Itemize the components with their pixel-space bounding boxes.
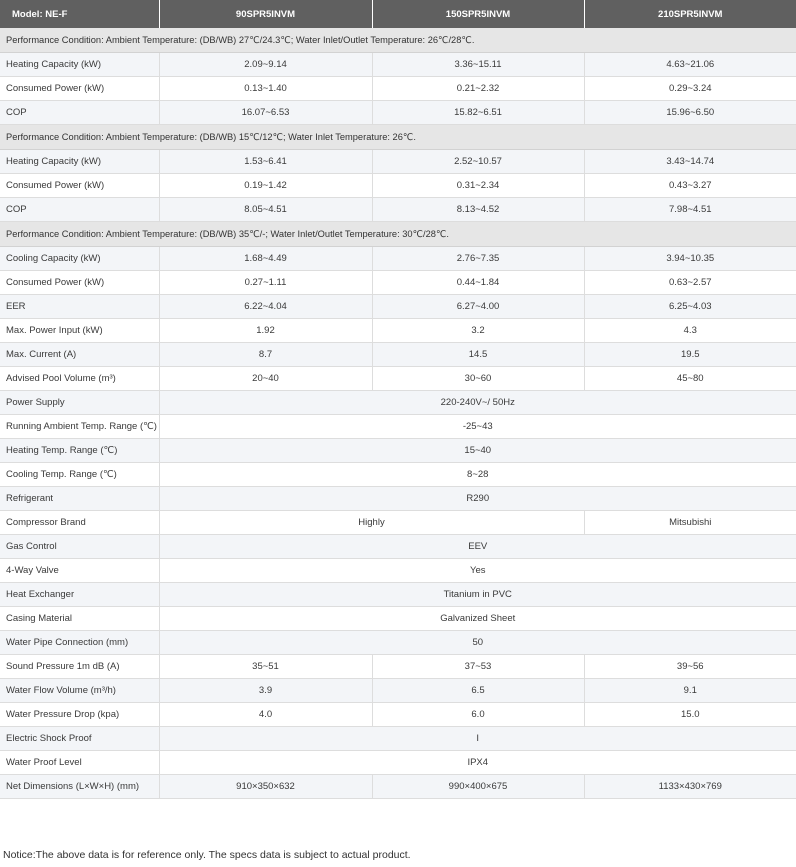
value-cell: 1133×430×769 <box>584 775 796 799</box>
model-col-2: 150SPR5INVM <box>372 0 584 28</box>
row-label: COP <box>0 101 159 125</box>
value-cell: 3.2 <box>372 319 584 343</box>
value-cell: 8~28 <box>159 463 796 487</box>
value-cell: 15.0 <box>584 703 796 727</box>
value-cell: 4.3 <box>584 319 796 343</box>
value-cell: Highly <box>159 511 584 535</box>
value-cell: 0.31~2.34 <box>372 174 584 198</box>
row-label: Max. Power Input (kW) <box>0 319 159 343</box>
value-cell: 50 <box>159 631 796 655</box>
value-cell: 8.05~4.51 <box>159 198 372 222</box>
value-cell: EEV <box>159 535 796 559</box>
value-cell: 0.21~2.32 <box>372 77 584 101</box>
value-cell: Mitsubishi <box>584 511 796 535</box>
value-cell: 0.43~3.27 <box>584 174 796 198</box>
table-row <box>0 703 796 727</box>
condition-text: Performance Condition: Ambient Temperature: (DB/WB) 27℃/24.3℃; Water Inlet/Outlet Temperature: 26℃/28℃. <box>0 28 796 53</box>
value-cell: 15.96~6.50 <box>584 101 796 125</box>
row-label: Cooling Temp. Range (℃) <box>0 463 159 487</box>
table-body <box>0 28 796 799</box>
table-row <box>0 751 796 775</box>
value-cell: 3.36~15.11 <box>372 53 584 77</box>
value-cell: 2.09~9.14 <box>159 53 372 77</box>
row-label: Consumed Power (kW) <box>0 174 159 198</box>
value-cell: 6.27~4.00 <box>372 295 584 319</box>
row-label: Electric Shock Proof <box>0 727 159 751</box>
value-cell: 0.63~2.57 <box>584 271 796 295</box>
value-cell: Yes <box>159 559 796 583</box>
value-cell: 3.9 <box>159 679 372 703</box>
row-label: Heating Temp. Range (℃) <box>0 439 159 463</box>
row-label: Heating Capacity (kW) <box>0 150 159 174</box>
row-label: Consumed Power (kW) <box>0 271 159 295</box>
condition-text: Performance Condition: Ambient Temperature: (DB/WB) 15℃/12℃; Water Inlet Temperature: 26℃. <box>0 125 796 150</box>
table-row <box>0 655 796 679</box>
row-label: Max. Current (A) <box>0 343 159 367</box>
value-cell: 20~40 <box>159 367 372 391</box>
value-cell: 3.94~10.35 <box>584 247 796 271</box>
value-cell: 2.52~10.57 <box>372 150 584 174</box>
value-cell: Galvanized Sheet <box>159 607 796 631</box>
value-cell: 37~53 <box>372 655 584 679</box>
row-label: Cooling Capacity (kW) <box>0 247 159 271</box>
value-cell: 220-240V~/ 50Hz <box>159 391 796 415</box>
value-cell: 39~56 <box>584 655 796 679</box>
table-row <box>0 463 796 487</box>
table-row <box>0 174 796 198</box>
table-row <box>0 511 796 535</box>
value-cell: 1.53~6.41 <box>159 150 372 174</box>
value-cell: 19.5 <box>584 343 796 367</box>
row-label: Heat Exchanger <box>0 583 159 607</box>
value-cell: 4.0 <box>159 703 372 727</box>
table-row <box>0 775 796 799</box>
row-label: Casing Material <box>0 607 159 631</box>
row-label: Water Pressure Drop (kpa) <box>0 703 159 727</box>
row-label: Sound Pressure 1m dB (A) <box>0 655 159 679</box>
value-cell: 15~40 <box>159 439 796 463</box>
table-row <box>0 150 796 174</box>
value-cell: 990×400×675 <box>372 775 584 799</box>
table-row <box>0 583 796 607</box>
value-cell: 0.27~1.11 <box>159 271 372 295</box>
table-row <box>0 727 796 751</box>
value-cell: 6.5 <box>372 679 584 703</box>
row-label: Power Supply <box>0 391 159 415</box>
table-row <box>0 607 796 631</box>
value-cell: 1.68~4.49 <box>159 247 372 271</box>
row-label: Running Ambient Temp. Range (℃) <box>0 415 159 439</box>
row-label: Refrigerant <box>0 487 159 511</box>
model-col-1: 90SPR5INVM <box>159 0 372 28</box>
condition-row <box>0 222 796 247</box>
table-header <box>0 0 796 28</box>
value-cell: 1.92 <box>159 319 372 343</box>
value-cell: IPX4 <box>159 751 796 775</box>
row-label: Heating Capacity (kW) <box>0 53 159 77</box>
table-row <box>0 679 796 703</box>
model-col-3: 210SPR5INVM <box>584 0 796 28</box>
condition-row <box>0 28 796 53</box>
value-cell: 2.76~7.35 <box>372 247 584 271</box>
row-label: Net Dimensions (L×W×H) (mm) <box>0 775 159 799</box>
value-cell: 35~51 <box>159 655 372 679</box>
value-cell: 7.98~4.51 <box>584 198 796 222</box>
table-row <box>0 367 796 391</box>
table-row <box>0 631 796 655</box>
row-label: Water Flow Volume (m³/h) <box>0 679 159 703</box>
row-label: Consumed Power (kW) <box>0 77 159 101</box>
value-cell: 910×350×632 <box>159 775 372 799</box>
value-cell: 0.44~1.84 <box>372 271 584 295</box>
value-cell: 0.13~1.40 <box>159 77 372 101</box>
condition-row <box>0 125 796 150</box>
model-label: Model: NE-F <box>0 0 159 28</box>
table-row <box>0 535 796 559</box>
value-cell: 45~80 <box>584 367 796 391</box>
value-cell: -25~43 <box>159 415 796 439</box>
value-cell: Titanium in PVC <box>159 583 796 607</box>
value-cell: I <box>159 727 796 751</box>
table-row <box>0 101 796 125</box>
table-row <box>0 295 796 319</box>
table-row <box>0 77 796 101</box>
value-cell: 8.13~4.52 <box>372 198 584 222</box>
value-cell: 30~60 <box>372 367 584 391</box>
row-label: Water Pipe Connection (mm) <box>0 631 159 655</box>
table-row <box>0 343 796 367</box>
row-label: 4-Way Valve <box>0 559 159 583</box>
value-cell: 0.29~3.24 <box>584 77 796 101</box>
notice-text: Notice:The above data is for reference only. The specs data is subject to actual product. <box>3 849 411 861</box>
table-row <box>0 439 796 463</box>
value-cell: 0.19~1.42 <box>159 174 372 198</box>
row-label: Gas Control <box>0 535 159 559</box>
condition-text: Performance Condition: Ambient Temperature: (DB/WB) 35℃/-; Water Inlet/Outlet Temperature: 30℃/28℃. <box>0 222 796 247</box>
row-label: Advised Pool Volume (m³) <box>0 367 159 391</box>
table-row <box>0 319 796 343</box>
row-label: EER <box>0 295 159 319</box>
table-row <box>0 198 796 222</box>
value-cell: 6.25~4.03 <box>584 295 796 319</box>
table-row <box>0 487 796 511</box>
table-row <box>0 415 796 439</box>
row-label: COP <box>0 198 159 222</box>
value-cell: 9.1 <box>584 679 796 703</box>
table-row <box>0 271 796 295</box>
value-cell: R290 <box>159 487 796 511</box>
row-label: Water Proof Level <box>0 751 159 775</box>
value-cell: 16.07~6.53 <box>159 101 372 125</box>
row-label: Compressor Brand <box>0 511 159 535</box>
value-cell: 14.5 <box>372 343 584 367</box>
table-row <box>0 53 796 77</box>
value-cell: 6.0 <box>372 703 584 727</box>
value-cell: 8.7 <box>159 343 372 367</box>
value-cell: 3.43~14.74 <box>584 150 796 174</box>
table-row <box>0 391 796 415</box>
value-cell: 4.63~21.06 <box>584 53 796 77</box>
table-row <box>0 247 796 271</box>
value-cell: 6.22~4.04 <box>159 295 372 319</box>
table-row <box>0 559 796 583</box>
value-cell: 15.82~6.51 <box>372 101 584 125</box>
